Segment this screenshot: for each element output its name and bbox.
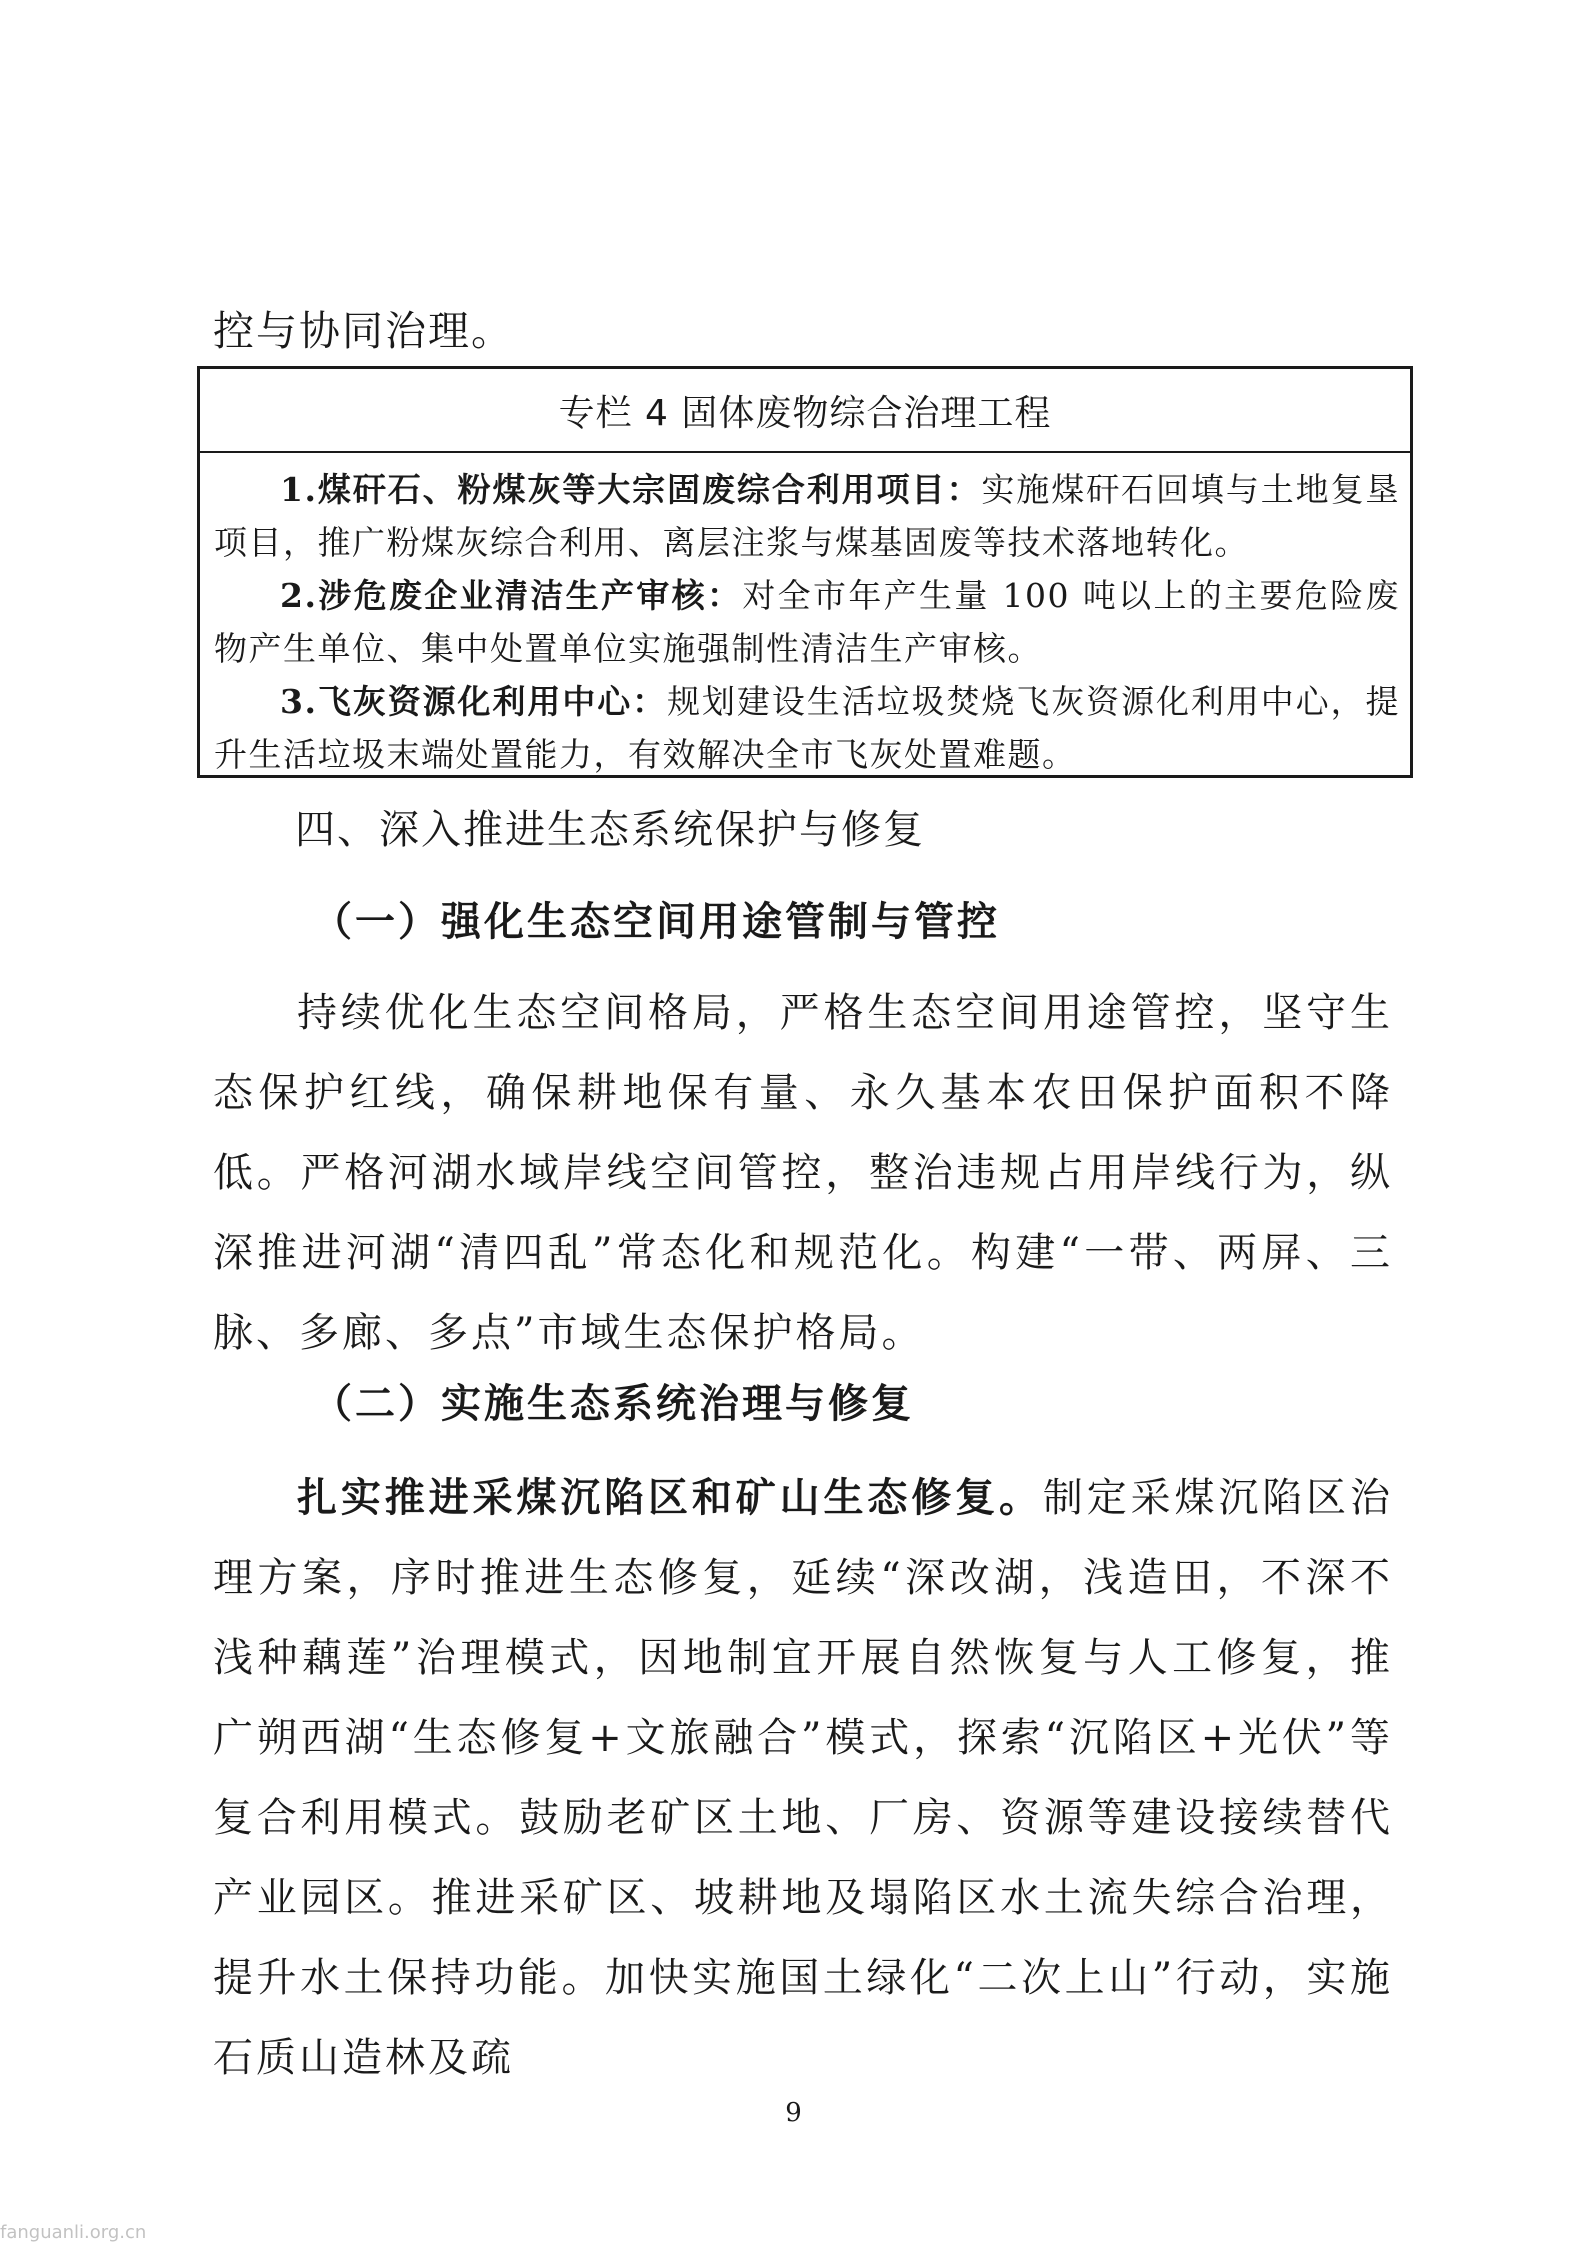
column-box-item-text: 对全市年产生量 100 吨以上的主要危险废物产生单位、集中处置单位实施强制性清洁生产审核。 bbox=[214, 576, 1401, 668]
column-box-item-lead: 3.飞灰资源化利用中心： bbox=[280, 682, 668, 721]
column-box bbox=[197, 366, 1413, 778]
watermark: fanguanli.org.cn bbox=[0, 2222, 147, 2243]
page-number: 9 bbox=[785, 2098, 802, 2128]
column-box-item-3 bbox=[214, 675, 1400, 781]
continued-text-line: 控与协同治理。 bbox=[213, 307, 514, 355]
column-box-item-lead: 2.涉危废企业清洁生产审核： bbox=[280, 576, 743, 615]
body-paragraph-2 bbox=[213, 1458, 1393, 2098]
column-box-item-lead: 1.煤矸石、粉煤灰等大宗固废综合利用项目： bbox=[280, 470, 982, 509]
subsection-heading-1: （一）强化生态空间用途管制与管控 bbox=[312, 898, 1000, 945]
section-heading: 四、深入推进生态系统保护与修复 bbox=[295, 807, 925, 853]
column-box-body bbox=[200, 453, 1410, 781]
column-box-item-text: 规划建设生活垃圾焚烧飞灰资源化利用中心，提升生活垃圾末端处置能力，有效解决全市飞灰处置难题。 bbox=[214, 682, 1401, 774]
paragraph-lead: 扎实推进采煤沉陷区和矿山生态修复。 bbox=[297, 1474, 1043, 1521]
body-paragraph-1: 持续优化生态空间格局，严格生态空间用途管控，坚守生态保护红线，确保耕地保有量、永久基本农田保护面积不降低。严格河湖水域岸线空间管控，整治违规占用岸线行为，纵深推进河湖“清四乱”常态化和规范化。构建“一带、两屏、三脉、多廊、多点”市域生态保护格局。 bbox=[213, 990, 1393, 1356]
column-box-item-1 bbox=[214, 463, 1400, 569]
column-box-title: 专栏 4 固体废物综合治理工程 bbox=[200, 369, 1410, 453]
column-box-item-2 bbox=[214, 569, 1400, 675]
paragraph-text: 制定采煤沉陷区治理方案，序时推进生态修复，延续“深改湖，浅造田，不深不浅种藕莲”治理模式，因地制宜开展自然恢复与人工修复，推广朔西湖“生态修复+文旅融合”模式，探索“沉陷区+光伏”等复合利用模式。鼓励老矿区土地、厂房、资源等建设接续替代产业园区。推进采矿区、坡耕地及塌陷区水土流失综合治理，提升水土保持功能。加快实施国土绿化“二次上山”行动，实施石质山造林及疏 bbox=[213, 1475, 1393, 2081]
column-box-item-text: 实施煤矸石回填与土地复垦项目，推广粉煤灰综合利用、离层注浆与煤基固废等技术落地转化。 bbox=[214, 470, 1401, 562]
subsection-heading-2: （二）实施生态系统治理与修复 bbox=[312, 1380, 914, 1427]
